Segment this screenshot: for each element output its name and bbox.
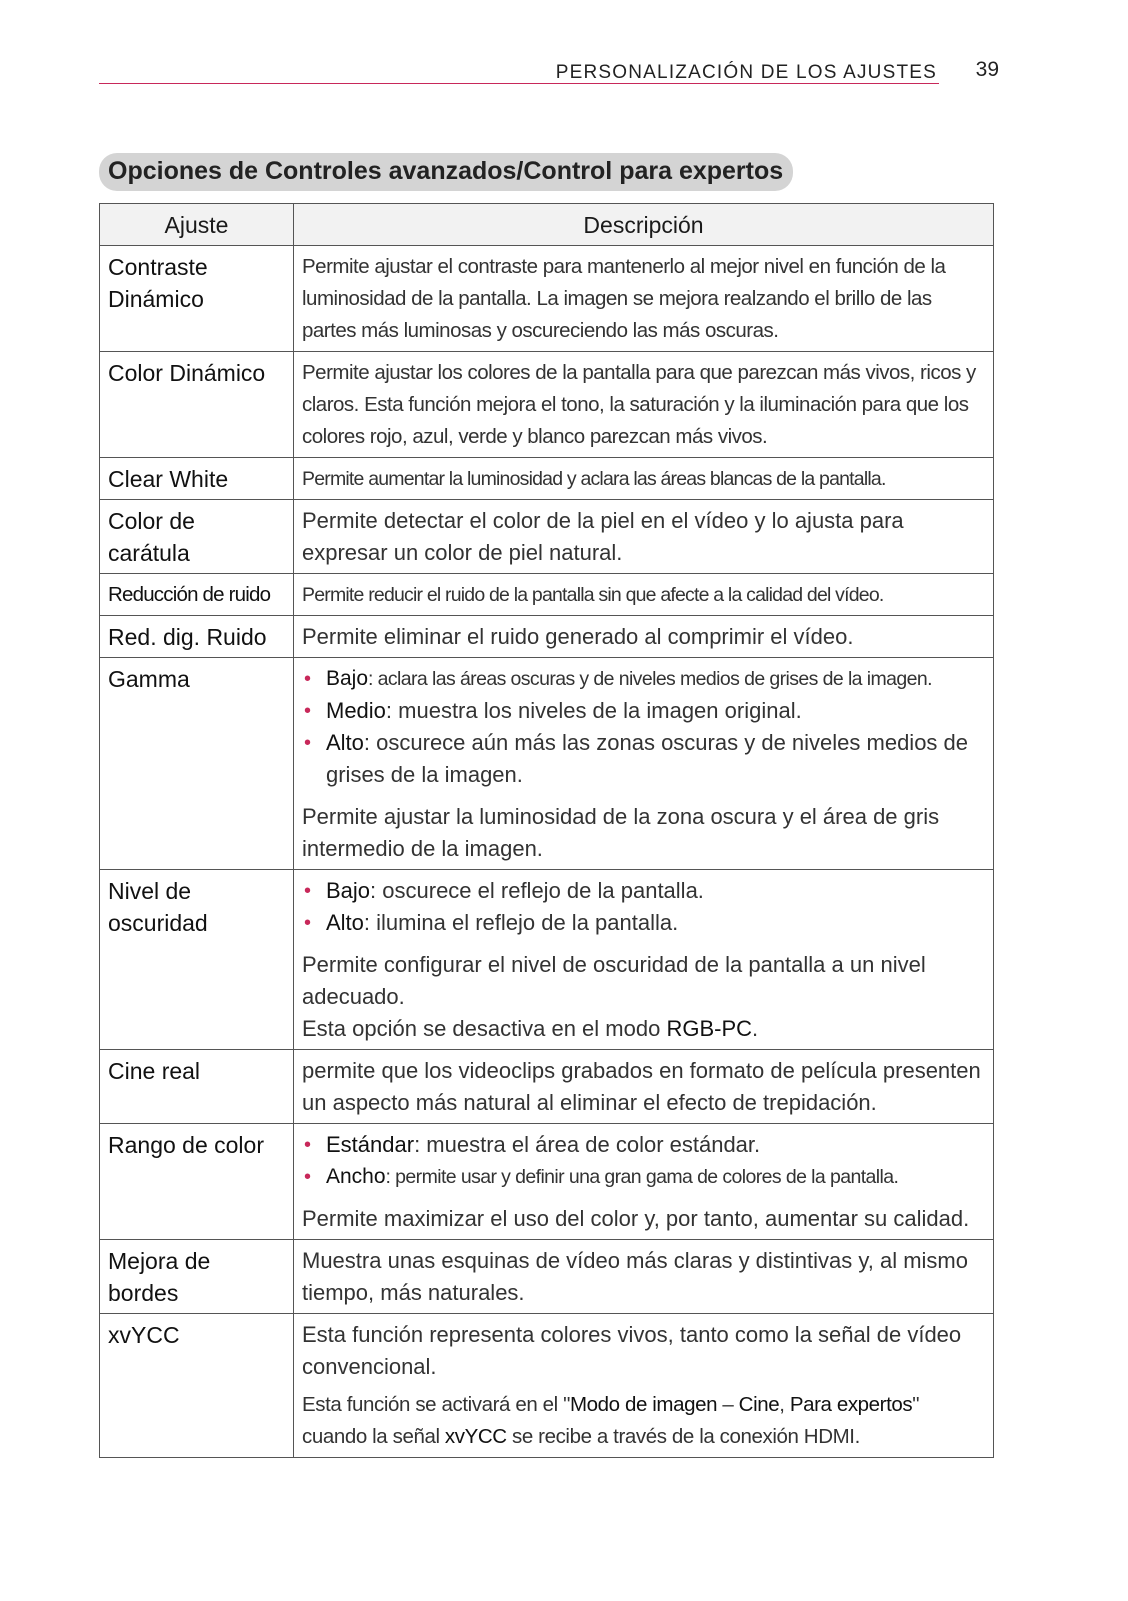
note-term: xvYCC: [444, 1425, 507, 1448]
setting-name: Gamma: [100, 658, 294, 870]
setting-name: [100, 500, 294, 574]
setting-name-line: Contraste: [108, 254, 208, 280]
setting-description: Permite eliminar el ruido generado al comprimir el vídeo.: [294, 616, 994, 658]
setting-name: Rango de color: [100, 1124, 294, 1240]
running-header: [99, 58, 999, 86]
option-text: : permite usar y definir una gran gama de colores de la pantalla.: [385, 1166, 899, 1188]
option-term: Alto: [326, 730, 364, 755]
column-header-setting: Ajuste: [100, 204, 294, 246]
setting-description: Muestra unas esquinas de vídeo más claras y distintivas y, al mismo tiempo, más naturales.: [294, 1240, 994, 1314]
setting-name: Cine real: [100, 1050, 294, 1124]
bullet-icon: •: [304, 1166, 311, 1188]
setting-name-line: Dinámico: [108, 286, 204, 312]
setting-description: [294, 870, 994, 1050]
list-item: [302, 875, 985, 907]
setting-description: [294, 658, 994, 870]
header-rule: [99, 83, 939, 84]
list-item: [302, 1129, 985, 1161]
list-item: [302, 1161, 985, 1193]
setting-description: permite que los videoclips grabados en formato de película presenten un aspecto más natural al eliminar el efecto de trepidación.: [294, 1050, 994, 1124]
note-text: " cuando la señal: [302, 1393, 920, 1448]
table-row: [100, 1240, 994, 1314]
option-term: Alto: [326, 910, 364, 935]
section-title: Opciones de Controles avanzados/Control para expertos: [99, 153, 793, 191]
setting-name: Color Dinámico: [100, 352, 294, 458]
header-section-title: PERSONALIZACIÓN DE LOS AJUSTES: [555, 62, 937, 83]
bullet-icon: •: [304, 668, 311, 690]
option-list: [302, 875, 985, 939]
note-text: se recibe a través de la conexión HDMI.: [506, 1425, 860, 1448]
setting-description: Permite ajustar el contraste para mantenerlo al mejor nivel en función de la luminosidad de la pantalla. La imagen se mejora realzando el brillo de las partes más luminosas y oscureciendo las más oscuras.: [294, 246, 994, 352]
setting-name: [100, 246, 294, 352]
setting-name-line: carátula: [108, 540, 190, 566]
setting-name: [100, 1240, 294, 1314]
table-row: [100, 1124, 994, 1240]
table-row: [100, 246, 994, 352]
setting-description: [294, 1124, 994, 1240]
setting-description: Permite detectar el color de la piel en el vídeo y lo ajusta para expresar un color de piel natural.: [294, 500, 994, 574]
table-row: [100, 1314, 994, 1458]
note-term: Para expertos: [789, 1393, 913, 1416]
setting-description: Permite aumentar la luminosidad y aclara las áreas blancas de la pantalla.: [294, 458, 994, 500]
note-text: Esta función se activará en el ": [302, 1393, 570, 1416]
note-text: .: [752, 1016, 759, 1041]
setting-name-line: bordes: [108, 1280, 179, 1306]
option-text: : oscurece aún más las zonas oscuras y de niveles medios de grises de la imagen.: [326, 730, 969, 787]
setting-name: xvYCC: [100, 1314, 294, 1458]
option-text: : ilumina el reflejo de la pantalla.: [363, 910, 679, 935]
list-item: [302, 695, 985, 727]
setting-name-line: oscuridad: [108, 910, 208, 936]
option-list: [302, 1129, 985, 1193]
description-text: Esta función representa colores vivos, tanto como la señal de vídeo convencional.: [302, 1322, 962, 1379]
table-row: [100, 1050, 994, 1124]
bullet-icon: •: [304, 880, 312, 902]
note-text: –: [717, 1393, 739, 1416]
table-row: [100, 500, 994, 574]
description-text: Permite maximizar el uso del color y, por tanto, aumentar su calidad.: [302, 1206, 970, 1231]
setting-name-line: Mejora de: [108, 1248, 211, 1274]
table-header-row: [100, 204, 994, 246]
setting-description: Permite reducir el ruido de la pantalla sin que afecte a la calidad del vídeo.: [294, 574, 994, 616]
option-term: Bajo: [326, 878, 371, 903]
option-term: Medio: [326, 698, 386, 723]
setting-name: Reducción de ruido: [100, 574, 294, 616]
table-row: [100, 870, 994, 1050]
bullet-icon: •: [304, 732, 312, 754]
option-list: [302, 663, 985, 791]
option-term: Estándar: [326, 1132, 415, 1157]
table-row: [100, 352, 994, 458]
table-row: [100, 616, 994, 658]
setting-name-line: Color de: [108, 508, 195, 534]
table-row: [100, 574, 994, 616]
table-row: [100, 658, 994, 870]
list-item: [302, 663, 985, 695]
list-item: [302, 907, 985, 939]
description-text: Permite configurar el nivel de oscuridad de la pantalla a un nivel adecuado.: [302, 952, 926, 1009]
setting-name: [100, 870, 294, 1050]
option-text: : muestra los niveles de la imagen original.: [385, 698, 802, 723]
option-term: Bajo: [326, 667, 369, 690]
table-row: [100, 458, 994, 500]
option-text: : aclara las áreas oscuras y de niveles medios de grises de la imagen.: [368, 668, 932, 690]
setting-description: Permite ajustar los colores de la pantalla para que parezcan más vivos, ricos y claros. Esta función mejora el tono, la saturación y la iluminación para que los colores rojo, azul, verde y blanco parezcan más vivos.: [294, 352, 994, 458]
note-term: RGB-PC: [666, 1016, 753, 1041]
list-item: [302, 727, 985, 791]
setting-name: Red. dig. Ruido: [100, 616, 294, 658]
bullet-icon: •: [304, 1134, 312, 1156]
bullet-icon: •: [304, 912, 312, 934]
settings-table: [99, 203, 994, 1458]
option-text: : muestra el área de color estándar.: [414, 1132, 761, 1157]
note-text: Esta opción se desactiva en el modo: [302, 1016, 667, 1041]
description-note: [302, 1013, 985, 1045]
setting-description: [294, 1314, 994, 1458]
setting-name-line: Nivel de: [108, 878, 192, 904]
setting-name: Clear White: [100, 458, 294, 500]
description-note: [302, 1389, 985, 1453]
note-term: Cine: [738, 1393, 780, 1416]
bullet-icon: •: [304, 700, 312, 722]
option-text: : oscurece el reflejo de la pantalla.: [370, 878, 704, 903]
option-term: Ancho: [326, 1165, 386, 1188]
note-term: Modo de imagen: [569, 1393, 718, 1416]
note-text: ,: [779, 1393, 790, 1416]
description-text: Permite ajustar la luminosidad de la zona oscura y el área de gris intermedio de la imagen.: [302, 804, 940, 861]
page-number: 39: [975, 58, 999, 81]
column-header-description: Descripción: [294, 204, 994, 246]
